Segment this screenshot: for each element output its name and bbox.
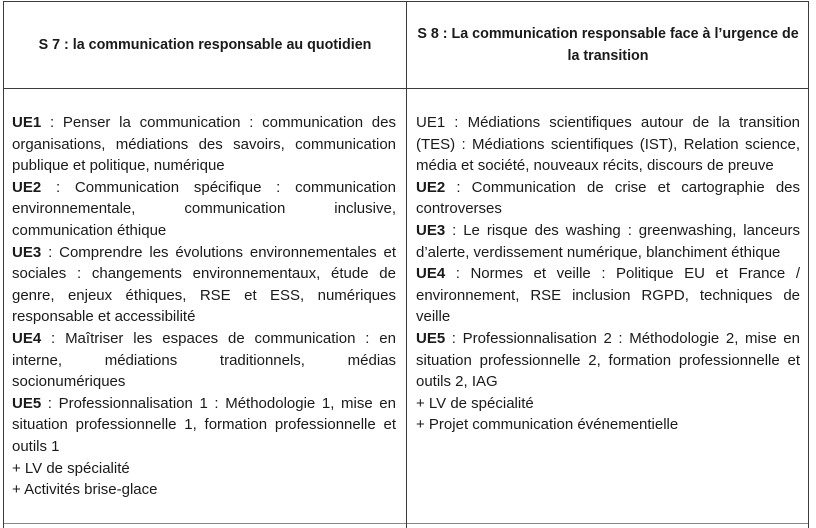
s8-ue1: UE1 : Médiations scientifiques autour de la transition (TES) : Médiations scientifiques (IST), Relation science, média et société, nouveaux récits, discours de preuve	[416, 114, 800, 175]
s8-extra-lv: + LV de spécialité	[416, 394, 534, 412]
table-left-border	[3, 1, 4, 528]
s7-extra-activites: + Activités brise-glace	[12, 481, 158, 499]
header-s8	[411, 2, 805, 88]
header-s7	[8, 2, 402, 88]
table-right-border	[808, 1, 809, 528]
s7-ue3: UE3 : Comprendre les évolutions environnementales et sociales : changements environnementaux, étude de genre, enjeux éthiques, RSE et ESS, numériques responsable et accessibilité	[12, 243, 396, 326]
s7-ue5: UE5 : Professionnalisation 1 : Méthodologie 1, mise en situation professionnelle 1, formation professionnelle et outils 1	[12, 394, 396, 455]
s7-ue4: UE4 : Maîtriser les espaces de communication : en interne, médiations traditionnels, médias socionumériques	[12, 329, 396, 391]
column-divider	[406, 1, 407, 528]
s7-extra-lv: + LV de spécialité	[12, 459, 130, 477]
s8-ue5: UE5 : Professionnalisation 2 : Méthodologie 2, mise en situation professionnelle 2, formation professionnelle et outils 2, IAG	[416, 329, 800, 391]
s7-ue1: UE1 : Penser la communication : communication des organisations, médiations des savoirs, communication publique et politique, numérique	[12, 114, 396, 175]
s7-ue2: UE2 : Communication spécifique : communication environnementale, communication inclusive, communication éthique	[12, 178, 396, 239]
s8-ue4: UE4 : Normes et veille : Politique EU et France / environnement, RSE inclusion RGPD, techniques de veille	[416, 265, 800, 326]
s7-content	[12, 112, 396, 501]
s8-ue3: UE3 : Le risque des washing : greenwashing, lanceurs d’alerte, verdissement numérique, blanchiment éthique	[416, 221, 800, 261]
s8-extra-projet: + Projet communication événementielle	[416, 416, 679, 434]
header-s7-title: S 7 : la communication responsable au quotidien	[38, 37, 372, 53]
s8-ue2: UE2 : Communication de crise et cartographie des controverses	[416, 178, 800, 218]
header-s8-title: S 8 : La communication responsable face à l’urgence de la transition	[417, 26, 799, 64]
s8-content	[416, 112, 800, 436]
